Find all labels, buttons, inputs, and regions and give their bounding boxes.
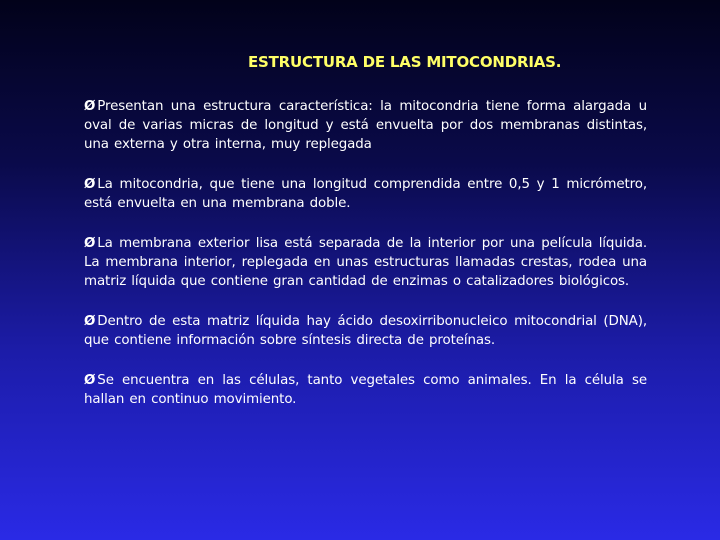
bullet-paragraph xyxy=(84,175,647,213)
bullet-paragraph xyxy=(84,234,647,291)
paragraph-text: Presentan una estructura característica: la mitocondria tiene forma alargada u oval de varias micras de longitud y está envuelta por dos membranas distintas, una externa y otra interna, muy replegada xyxy=(84,99,647,152)
paragraph-text: Se encuentra en las células, tanto vegetales como animales. En la célula se hallan en continuo movimiento. xyxy=(84,373,647,407)
bullet-paragraph xyxy=(84,312,647,350)
arrow-bullet-icon: Ø xyxy=(84,99,96,114)
paragraph-text: La membrana exterior lisa está separada de la interior por una película líquida. La membrana interior, replegada en unas estructuras llamadas crestas, rodea una matriz líquida que contiene gran cantidad de enzimas o catalizadores biológicos. xyxy=(84,236,647,289)
bullet-paragraph xyxy=(84,97,647,154)
paragraph-text: La mitocondria, que tiene una longitud comprendida entre 0,5 y 1 micrómetro, está envuelta en una membrana doble. xyxy=(84,177,647,211)
bullet-paragraph xyxy=(84,371,647,409)
arrow-bullet-icon: Ø xyxy=(84,177,96,192)
paragraph-text: Dentro de esta matriz líquida hay ácido desoxirribonucleico mitocondrial (DNA), que contiene información sobre síntesis directa de proteínas. xyxy=(84,314,647,348)
arrow-bullet-icon: Ø xyxy=(84,314,96,329)
slide-title: ESTRUCTURA DE LAS MITOCONDRIAS. xyxy=(248,53,562,71)
arrow-bullet-icon: Ø xyxy=(84,373,96,388)
arrow-bullet-icon: Ø xyxy=(84,236,96,251)
slide-content xyxy=(84,97,647,430)
